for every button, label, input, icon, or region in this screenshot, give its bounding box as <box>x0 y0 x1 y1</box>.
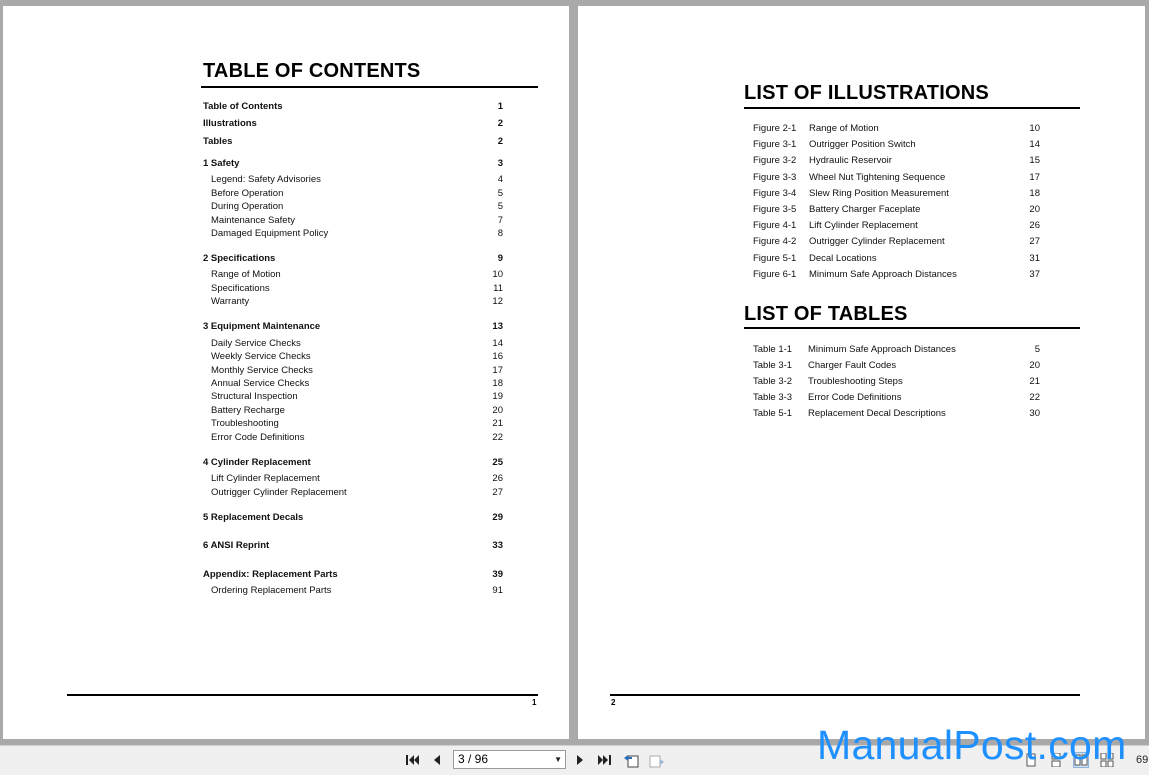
illustration-entry[interactable] <box>753 154 1040 167</box>
illustration-entry-title: Slew Ring Position Measurement <box>809 187 949 199</box>
toc-subsection-entry[interactable] <box>203 200 503 213</box>
table-entry-page: 30 <box>1029 408 1040 419</box>
first-page-icon <box>405 753 419 767</box>
toc-entry-title: 2 Specifications <box>203 253 276 264</box>
table-entry-page: 5 <box>1034 344 1040 355</box>
toc-subsection-entry[interactable] <box>203 584 503 597</box>
last-page-button[interactable] <box>597 752 613 768</box>
toc-entry-title: Warranty <box>211 296 250 307</box>
footer-rule <box>610 694 1080 696</box>
table-entry-label: Table 3-2 <box>753 376 793 387</box>
illustration-entry[interactable] <box>753 122 1040 135</box>
illustration-entry-page: 10 <box>1029 123 1040 134</box>
illustration-entry-page: 27 <box>1029 236 1040 248</box>
toc-title: TABLE OF CONTENTS <box>203 60 421 82</box>
toc-subsection-entry[interactable] <box>203 486 503 499</box>
toc-section-entry[interactable] <box>203 456 503 469</box>
table-entry-page: 22 <box>1029 392 1040 403</box>
table-entry-label: Table 1-1 <box>753 344 793 355</box>
illustration-entry[interactable] <box>753 268 1040 281</box>
toc-entry-page: 22 <box>492 432 503 443</box>
toc-section-entry[interactable] <box>203 135 503 148</box>
illustration-entry[interactable] <box>753 138 1040 151</box>
next-page-button[interactable] <box>572 752 588 768</box>
toc-subsection-entry[interactable] <box>203 404 503 417</box>
next-page-icon <box>573 753 587 767</box>
toc-subsection-entry[interactable] <box>203 417 503 430</box>
toc-entry-page: 11 <box>493 283 503 294</box>
toc-entry-page: 18 <box>492 378 503 389</box>
tables-title: LIST OF TABLES <box>744 303 908 325</box>
first-page-button[interactable] <box>404 752 420 768</box>
illustrations-title-rule <box>744 107 1080 109</box>
toc-subsection-entry[interactable] <box>203 350 503 363</box>
toc-entry-title: Before Operation <box>211 188 284 199</box>
toc-entry-page: 9 <box>497 253 503 264</box>
toc-entry-title: 6 ANSI Reprint <box>203 540 270 551</box>
table-entry-title: Troubleshooting Steps <box>808 376 903 387</box>
illustration-entry-page: 26 <box>1029 220 1040 232</box>
toc-entry-title: Specifications <box>211 283 270 294</box>
toc-entry-title: Outrigger Cylinder Replacement <box>211 487 347 498</box>
toc-entry-page: 20 <box>492 405 503 416</box>
previous-page-button[interactable] <box>429 752 445 768</box>
table-entry[interactable] <box>753 359 1040 372</box>
toc-entry-page: 19 <box>492 391 503 402</box>
toc-entry-title: Troubleshooting <box>211 418 279 429</box>
illustration-entry-page: 37 <box>1029 268 1040 280</box>
illustration-entry-title: Lift Cylinder Replacement <box>809 220 918 232</box>
table-entry-title: Minimum Safe Approach Distances <box>808 344 956 355</box>
toc-entry-title: Battery Recharge <box>211 405 285 416</box>
illustration-entry-page: 14 <box>1029 139 1040 151</box>
toc-entry-page: 5 <box>497 201 503 212</box>
toc-title-rule <box>201 86 538 88</box>
toc-entry-title: Monthly Service Checks <box>211 365 313 376</box>
toc-subsection-entry[interactable] <box>203 295 503 308</box>
table-entry-title: Replacement Decal Descriptions <box>808 408 946 419</box>
toc-subsection-entry[interactable] <box>203 268 503 281</box>
chevron-down-icon[interactable]: ▼ <box>554 755 562 764</box>
illustration-entry-page: 15 <box>1029 155 1040 167</box>
table-entry[interactable] <box>753 407 1040 420</box>
zoom-level[interactable]: 69 <box>1136 754 1149 766</box>
toc-subsection-entry[interactable] <box>203 282 503 295</box>
toc-subsection-entry[interactable] <box>203 364 503 377</box>
toc-entry-title: Annual Service Checks <box>211 378 310 389</box>
toc-entry-title: Daily Service Checks <box>211 338 301 349</box>
toc-entry-title: Structural Inspection <box>211 391 298 402</box>
toc-entry-title: Maintenance Safety <box>211 215 295 226</box>
page-indicator: 3 / 96 <box>458 752 489 766</box>
illustration-entry-title: Range of Motion <box>809 123 879 134</box>
toc-subsection-entry[interactable] <box>203 173 503 186</box>
table-entry-title: Charger Fault Codes <box>808 360 897 371</box>
illustration-entry[interactable] <box>753 235 1040 248</box>
illustration-entry-label: Figure 2-1 <box>753 123 797 134</box>
illustration-entry-label: Figure 3-3 <box>753 171 797 183</box>
illustration-entry-label: Figure 3-4 <box>753 187 797 199</box>
toc-entry-page: 14 <box>492 338 503 349</box>
toc-subsection-entry[interactable] <box>203 472 503 485</box>
illustration-entry-label: Figure 4-2 <box>753 236 797 248</box>
toc-subsection-entry[interactable] <box>203 431 503 444</box>
toc-entry-title: Table of Contents <box>203 101 283 112</box>
toc-entry-page: 26 <box>492 473 503 484</box>
toc-entry-page: 8 <box>497 228 503 239</box>
toc-entry-title: Range of Motion <box>211 269 281 280</box>
illustration-entry[interactable] <box>753 171 1040 184</box>
illustration-entry[interactable] <box>753 252 1040 265</box>
illustration-entry-label: Figure 6-1 <box>753 268 797 280</box>
toc-section-entry[interactable] <box>203 157 503 170</box>
toc-entry-page: 1 <box>497 101 503 112</box>
toc-section-entry[interactable] <box>203 511 503 524</box>
toc-entry-page: 3 <box>497 158 503 169</box>
illustration-entry-label: Figure 3-2 <box>753 155 797 167</box>
toc-section-entry[interactable] <box>203 100 503 113</box>
toc-entry-page: 5 <box>497 188 503 199</box>
illustration-entry-label: Figure 3-1 <box>753 139 797 151</box>
toc-subsection-entry[interactable] <box>203 337 503 350</box>
toc-entry-title: 3 Equipment Maintenance <box>203 321 321 332</box>
toc-entry-title: Tables <box>203 136 233 147</box>
toc-section-entry[interactable] <box>203 320 503 333</box>
illustration-entry-title: Decal Locations <box>809 252 877 264</box>
toc-entry-page: 33 <box>492 540 503 551</box>
footer-page-number: 1 <box>532 698 537 707</box>
tables-title-rule <box>744 327 1080 329</box>
toc-entry-title: 5 Replacement Decals <box>203 512 304 523</box>
toc-entry-page: 4 <box>497 174 503 185</box>
toc-subsection-entry[interactable] <box>203 187 503 200</box>
illustration-entry-label: Figure 3-5 <box>753 204 797 215</box>
toc-entry-page: 16 <box>492 351 503 362</box>
illustrations-title: LIST OF ILLUSTRATIONS <box>744 82 989 104</box>
toc-subsection-entry[interactable] <box>203 390 503 403</box>
illustration-entry-label: Figure 5-1 <box>753 252 797 264</box>
toc-entry-page: 13 <box>492 321 503 332</box>
watermark: ManualPost.com <box>817 722 1127 768</box>
toc-entry-title: During Operation <box>211 201 284 212</box>
toc-entry-page: 2 <box>497 118 503 129</box>
toc-section-entry[interactable] <box>203 252 503 265</box>
toc-entry-title: Weekly Service Checks <box>211 351 311 362</box>
toc-entry-page: 17 <box>492 365 503 376</box>
toc-entry-page: 21 <box>492 418 503 429</box>
toc-entry-title: 4 Cylinder Replacement <box>203 457 311 468</box>
illustration-entry-title: Hydraulic Reservoir <box>809 155 892 167</box>
toc-subsection-entry[interactable] <box>203 377 503 390</box>
toc-entry-title: Damaged Equipment Policy <box>211 228 329 239</box>
toc-entry-page: 10 <box>492 269 503 280</box>
illustration-entry-title: Minimum Safe Approach Distances <box>809 268 957 280</box>
toc-entry-page: 2 <box>497 136 503 147</box>
illustration-entry-title: Battery Charger Faceplate <box>809 204 921 215</box>
toc-entry-page: 12 <box>492 296 503 307</box>
table-entry[interactable] <box>753 343 1040 356</box>
table-entry[interactable] <box>753 391 1040 404</box>
toc-entry-title: Appendix: Replacement Parts <box>203 569 338 580</box>
page-left <box>3 6 569 739</box>
toc-entry-page: 39 <box>492 569 503 580</box>
footer-rule <box>67 694 538 696</box>
table-entry-label: Table 5-1 <box>753 408 793 419</box>
previous-page-icon <box>430 753 444 767</box>
illustration-entry-page: 17 <box>1029 171 1040 183</box>
illustration-entry-title: Wheel Nut Tightening Sequence <box>809 171 946 183</box>
table-entry-label: Table 3-3 <box>753 392 793 403</box>
toc-entry-title: Ordering Replacement Parts <box>211 585 332 596</box>
toc-entry-title: Lift Cylinder Replacement <box>211 473 320 484</box>
footer-page-number: 2 <box>611 698 616 707</box>
toc-entry-title: Error Code Definitions <box>211 432 305 443</box>
toc-entry-page: 91 <box>492 585 503 596</box>
table-entry[interactable] <box>753 375 1040 388</box>
illustration-entry-page: 18 <box>1029 187 1040 199</box>
last-page-icon <box>598 753 612 767</box>
toc-section-entry[interactable] <box>203 117 503 130</box>
table-entry-page: 20 <box>1029 360 1040 371</box>
illustration-entry[interactable] <box>753 203 1040 216</box>
illustration-entry-page: 31 <box>1029 252 1040 264</box>
toc-subsection-entry[interactable] <box>203 214 503 227</box>
illustration-entry-title: Outrigger Position Switch <box>809 139 916 151</box>
toc-section-entry[interactable] <box>203 568 503 581</box>
toc-entry-page: 27 <box>492 487 503 498</box>
illustration-entry-title: Outrigger Cylinder Replacement <box>809 236 945 248</box>
go-forward-button[interactable] <box>649 752 665 768</box>
go-back-button[interactable] <box>623 752 639 768</box>
toc-entry-title: Legend: Safety Advisories <box>211 174 321 185</box>
illustration-entry-label: Figure 4-1 <box>753 220 797 232</box>
go-forward-icon <box>649 752 665 768</box>
toc-entry-page: 25 <box>492 457 503 468</box>
go-back-icon <box>623 752 639 768</box>
table-entry-page: 21 <box>1029 376 1040 387</box>
toc-section-entry[interactable] <box>203 539 503 552</box>
illustration-entry[interactable] <box>753 187 1040 200</box>
table-entry-title: Error Code Definitions <box>808 392 902 403</box>
toc-subsection-entry[interactable] <box>203 227 503 240</box>
table-entry-label: Table 3-1 <box>753 360 793 371</box>
illustration-entry-page: 20 <box>1029 204 1040 215</box>
page-right <box>578 6 1145 739</box>
toc-entry-title: Illustrations <box>203 118 257 129</box>
toc-entry-page: 29 <box>492 512 503 523</box>
page-number-field[interactable] <box>453 750 566 769</box>
toc-entry-title: 1 Safety <box>203 158 240 169</box>
illustration-entry[interactable] <box>753 219 1040 232</box>
toc-entry-page: 7 <box>497 215 503 226</box>
